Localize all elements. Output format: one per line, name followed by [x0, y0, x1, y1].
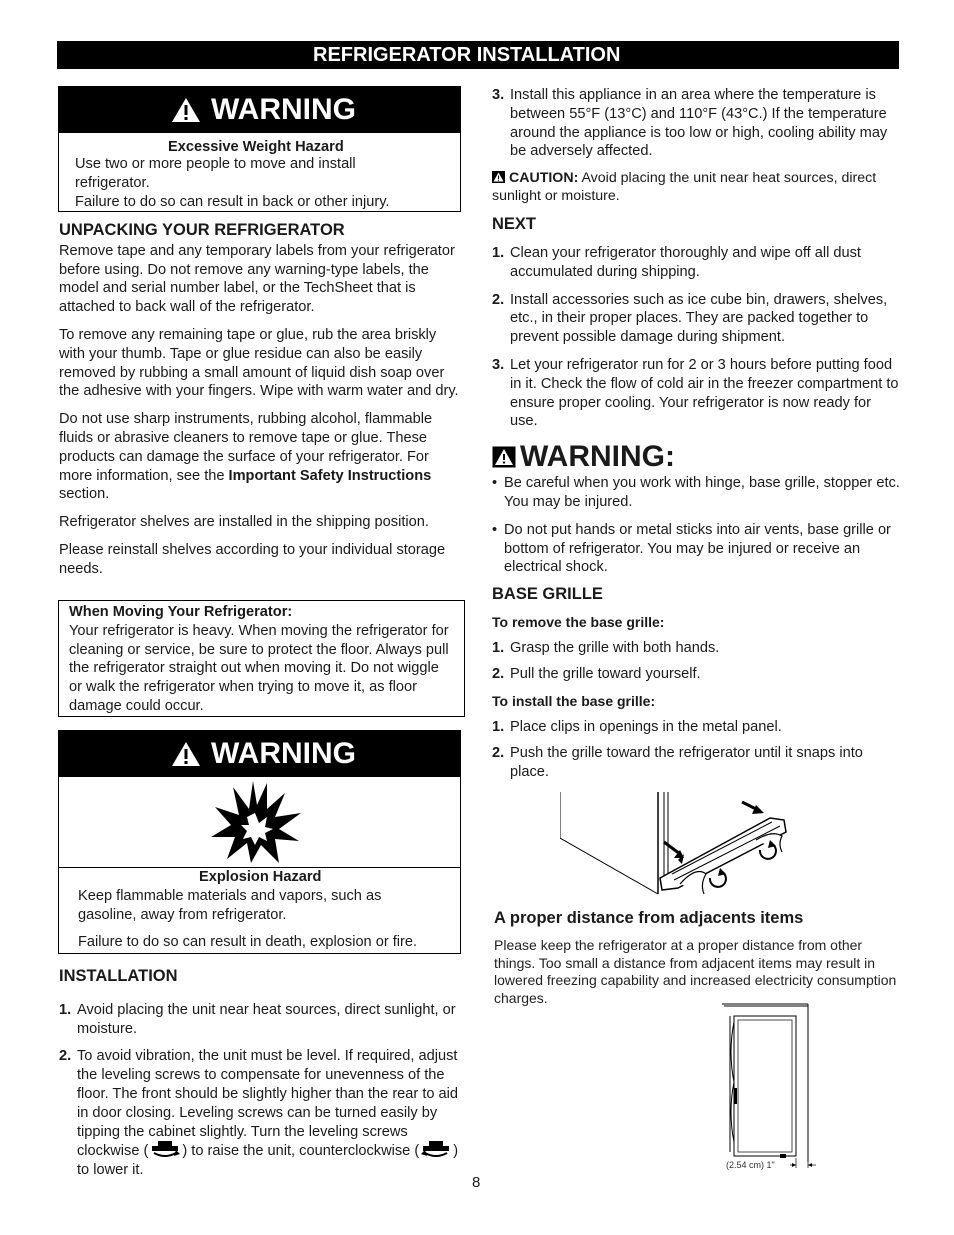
caution-icon	[492, 171, 505, 183]
paragraph: Please reinstall shelves according to your individual storage needs.	[59, 541, 446, 577]
distance-text: Please keep the refrigerator at a proper distance from other things. Too small a distance from adjacent items may result in lowered freezing capability and increased electricity consumption charges.	[494, 937, 897, 1006]
list-item: 1. Clean your refrigerator thoroughly and wipe off all dust accumulated during shipping.	[492, 244, 861, 280]
warning-header	[59, 731, 460, 777]
base-grille-heading: BASE GRILLE	[492, 585, 603, 604]
list-item: 1. Avoid placing the unit near heat sources, direct sunlight, or moisture.	[59, 1001, 456, 1037]
warning-title: WARNING	[211, 93, 356, 126]
distance-heading: A proper distance from adjacents items	[494, 909, 804, 927]
dimension-label: (2.54 cm) 1"	[726, 1160, 775, 1170]
clockwise-screw-icon	[148, 1141, 182, 1157]
page-number: 8	[472, 1174, 481, 1191]
section-banner: REFRIGERATOR INSTALLATION	[57, 41, 899, 69]
next-heading: NEXT	[492, 215, 537, 234]
list-item: 2. Push the grille toward the refrigerator until it snaps into place.	[492, 744, 863, 780]
list-item: 3. Let your refrigerator run for 2 or 3 hours before putting food in it. Check the flow of cold air in the freezer compartment to ensure proper cooling. Your refrigerator is now ready for use.	[492, 356, 899, 430]
paragraph: Refrigerator shelves are installed in the shipping position.	[59, 514, 429, 531]
counterclockwise-screw-icon	[419, 1141, 453, 1157]
paragraph: To remove any remaining tape or glue, rub the area briskly with your thumb. Tape or glue residue can also be easily removed by rubbing a small amount of liquid dish soap over the adhesive with your fingers. Wipe with warm water and dry.	[59, 326, 459, 400]
warning-line: refrigerator.	[75, 174, 150, 191]
explosion-icon	[209, 779, 305, 865]
hazard-title: Excessive Weight Hazard	[168, 139, 344, 155]
warning-bullet: • Be careful when you work with hinge, base grille, stopper etc. You may be injured.	[492, 475, 900, 510]
explosion-icon-area	[59, 777, 460, 868]
moving-text: Your refrigerator is heavy. When moving the refrigerator for cleaning or service, be sure to protect the floor. Always pull the refrigerator straight out when moving it. Do not wiggle or walk the refrigerator when trying to move it, as floor damage could occur.	[69, 622, 449, 714]
warning-line: Use two or more people to move and install	[75, 156, 356, 172]
moving-title: When Moving Your Refrigerator:	[69, 604, 293, 620]
remove-title: To remove the base grille:	[492, 613, 665, 630]
weight-warning-box	[58, 86, 461, 212]
warning-title: WARNING	[211, 737, 356, 770]
list-item: 1. Grasp the grille with both hands.	[492, 639, 720, 656]
list-item: 2. Install accessories such as ice cube bin, drawers, shelves, etc., in their proper places. They are packed together to prevent possible damage during shipment.	[492, 291, 888, 346]
installation-heading: INSTALLATION	[59, 967, 178, 985]
warning-triangle-icon	[171, 741, 201, 767]
refrigerator-side-view-illustration	[720, 1002, 820, 1172]
warning-heading: WARNING:	[492, 440, 902, 474]
warning-line: Failure to do so can result in back or other injury.	[75, 193, 390, 210]
unpacking-heading: UNPACKING YOUR REFRIGERATOR	[59, 221, 345, 239]
caution-note: CAUTION: Avoid placing the unit near heat sources, direct sunlight or moisture.	[492, 170, 877, 204]
warning-box-icon	[492, 446, 516, 468]
list-item: 2. Pull the grille toward yourself.	[492, 665, 701, 682]
install-title: To install the base grille:	[492, 693, 656, 710]
base-grille-illustration	[560, 788, 800, 898]
warning-header	[59, 87, 460, 133]
paragraph: Remove tape and any temporary labels from your refrigerator before using. Do not remove any warning-type labels, the model and serial number label, or the TechSheet that is attached to back wall of the refrigerator.	[59, 242, 455, 316]
list-item: 2. To avoid vibration, the unit must be level. If required, adjust the leveling screws to compensate for unevenness of the floor. The front should be slightly higher than the rear to aid in door closing. Leveling screws can be turned easily by tipping the cabinet slightly. Turn the leveling screws clockwise ( ) to raise the unit, counterclockwise ( ) to lower it.	[59, 1048, 459, 1179]
list-item: 3. Install this appliance in an area where the temperature is between 55°F (13°C) and 110°F (43°C.) If the temperature around the appliance is too low or high, cooling ability may be adversely affected.	[492, 87, 888, 160]
moving-note-box	[58, 600, 465, 717]
warning-bullet: • Do not put hands or metal sticks into air vents, base grille or bottom of refrigerator. You may be injured or receive an electrical shock.	[492, 521, 891, 576]
warning-line: Keep flammable materials and vapors, such as gasoline, away from refrigerator.	[78, 887, 382, 923]
list-item: 1. Place clips in openings in the metal panel.	[492, 719, 782, 736]
warning-triangle-icon	[171, 97, 201, 123]
warning-line: Failure to do so can result in death, explosion or fire.	[78, 934, 418, 951]
explosion-warning-box	[58, 730, 461, 954]
paragraph: Do not use sharp instruments, rubbing alcohol, flammable fluids or abrasive cleaners to remove tape or glue. These products can damage the surface of your refrigerator. For more information, see the Important Safety Instructions section.	[59, 411, 433, 503]
hazard-title: Explosion Hazard	[199, 869, 322, 885]
